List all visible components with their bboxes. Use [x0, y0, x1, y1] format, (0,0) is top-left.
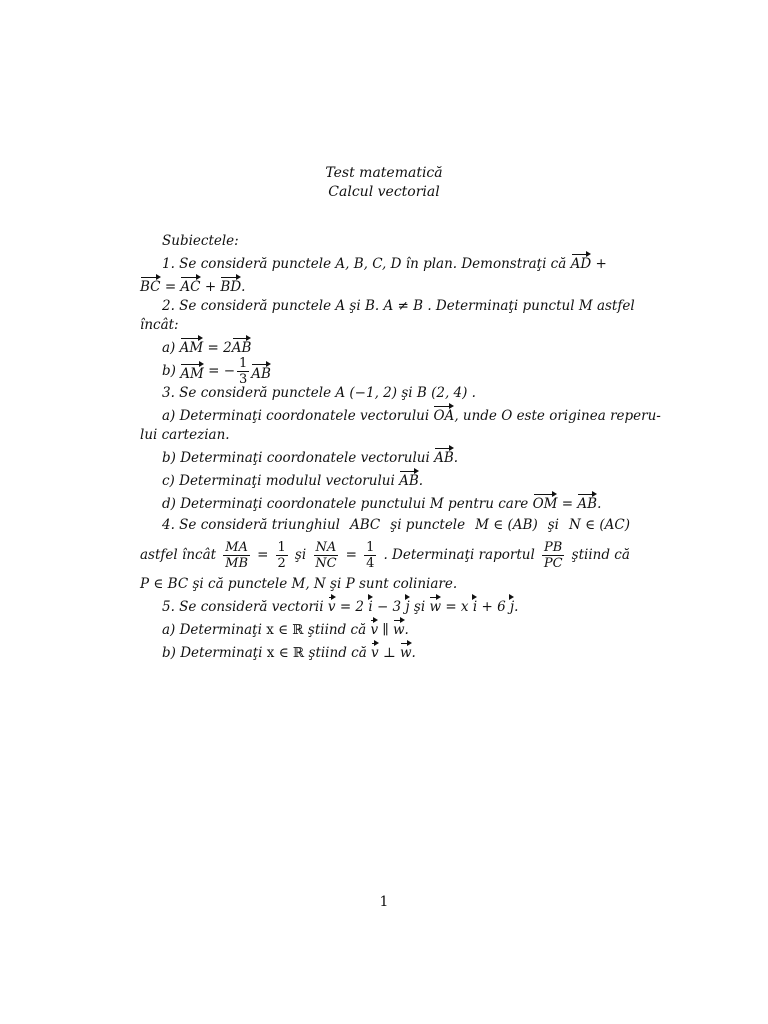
- plus-sign: +: [595, 256, 607, 272]
- fraction-numerator: 1: [239, 355, 248, 371]
- vector-bc: BC: [140, 274, 161, 294]
- equals-sign: =: [164, 279, 177, 295]
- period: .: [411, 645, 416, 661]
- problem-5-part-b: [140, 640, 630, 663]
- fraction-denominator: 2: [277, 555, 286, 571]
- fraction-na-nc: [313, 540, 338, 571]
- problem-4-text-7: sunt coliniare.: [358, 576, 458, 592]
- fraction-pb-pc: [542, 540, 565, 571]
- vector-am: AM: [180, 361, 204, 381]
- problem-5b-text: b) Determinaţi: [162, 645, 263, 661]
- unit-vector-j: j: [510, 594, 514, 614]
- vector-bd: BD: [220, 274, 241, 294]
- fraction-numerator: NA: [315, 539, 337, 555]
- conjunction: şi: [349, 298, 361, 314]
- point-b: B: [364, 298, 375, 314]
- problem-3-part-a: [140, 403, 661, 426]
- period: .: [453, 450, 459, 466]
- problem-4-text-2: şi punctele: [390, 517, 466, 533]
- problem-1-points: A, B, C, D: [335, 256, 402, 272]
- period: .: [597, 496, 602, 512]
- minus-three: − 3: [376, 599, 402, 615]
- vector-ab: AB: [577, 491, 597, 511]
- point-m: M: [578, 298, 593, 314]
- perpendicular-symbol: ⊥: [382, 645, 396, 661]
- problem-2-line-2: încât:: [140, 317, 179, 333]
- problem-1-text: 1. Se consideră punctele: [162, 256, 332, 272]
- problem-4-text: 4. Se consideră triunghiul: [162, 517, 341, 533]
- problem-4-line-1: [140, 516, 630, 535]
- vector-v: v: [370, 617, 378, 637]
- problem-3-part-d: [140, 491, 630, 514]
- problem-4-text-6: şi că punctele: [192, 576, 288, 592]
- conjunction: şi: [401, 385, 413, 401]
- point-m: M: [429, 496, 444, 512]
- problem-2-text-3: astfel: [596, 298, 635, 314]
- fraction-numerator: 1: [366, 539, 375, 555]
- point-a-coords: A (−1, 2): [335, 385, 398, 401]
- problem-3-part-b: [140, 445, 630, 468]
- document-body: [140, 232, 661, 663]
- part-label: a): [162, 340, 176, 356]
- equals-sign: =: [257, 546, 269, 563]
- vector-ac: AC: [180, 274, 200, 294]
- problem-2-text: 2. Se consideră punctele: [162, 298, 332, 314]
- vector-v: v: [328, 594, 336, 614]
- problem-5-line-1: [140, 594, 630, 617]
- problem-5-part-a: [140, 617, 630, 640]
- problem-4-line-2: [140, 535, 630, 575]
- equals-two: = 2: [339, 599, 365, 615]
- equals-two: = 2: [207, 340, 232, 356]
- triangle-abc: ABC: [350, 517, 381, 533]
- problem-3a-text-2: , unde O este originea reperu-: [454, 408, 661, 424]
- problem-3-line-1: [140, 384, 630, 403]
- parallel-symbol: ∥: [382, 622, 389, 638]
- vector-ab: AB: [434, 445, 454, 465]
- vector-ab: AB: [399, 468, 419, 488]
- problem-3a-text: a) Determinaţi coordonatele vectorului: [162, 408, 430, 424]
- problem-5-text: 5. Se consideră vectorii: [162, 599, 324, 615]
- problem-4-line-3: [140, 575, 630, 594]
- document-subtitle: Calcul vectorial: [328, 184, 440, 200]
- vector-ab: AB: [232, 335, 252, 355]
- vector-w: w: [400, 640, 412, 660]
- fraction-numerator: MA: [225, 539, 248, 555]
- vector-w: w: [429, 594, 441, 614]
- vector-v: v: [371, 640, 379, 660]
- fraction-ma-mb: [223, 540, 250, 571]
- points-m-n: M, N: [291, 576, 326, 592]
- problem-1-text-2: în plan. Demonstraţi că: [405, 256, 567, 272]
- conjunction: şi: [413, 599, 426, 615]
- point-p: P: [345, 576, 355, 592]
- part-label: b): [162, 362, 176, 379]
- period: .: [404, 622, 409, 638]
- fraction-one-quarter: [364, 540, 376, 571]
- problem-1-line-1: [140, 251, 630, 274]
- unit-vector-i: i: [368, 594, 372, 614]
- conjunction: şi: [294, 546, 307, 563]
- period: .: [418, 473, 424, 489]
- problem-3-part-a-cont: lui cartezian.: [140, 427, 230, 443]
- problem-3-text: 3. Se consideră punctele: [162, 385, 332, 401]
- problem-4-text-5: ştiind că: [571, 546, 630, 563]
- section-heading: Subiectele:: [162, 233, 239, 249]
- equals-minus: = −: [208, 362, 236, 379]
- document-title: Test matematică: [325, 165, 443, 181]
- problem-3c-text: c) Determinaţi modulul vectorului: [162, 473, 395, 489]
- fraction-denominator: MB: [225, 555, 249, 571]
- problem-4-text-3: astfel încât: [140, 546, 217, 563]
- problem-5b-text-2: ştiind că: [308, 645, 367, 661]
- fraction-denominator: NC: [315, 555, 337, 571]
- fraction-one-third: [237, 356, 249, 387]
- unit-vector-i: i: [473, 594, 477, 614]
- vector-ab: AB: [251, 361, 271, 381]
- period: .: [241, 279, 246, 295]
- unit-vector-j: j: [405, 594, 409, 614]
- fraction-numerator: PB: [544, 539, 563, 555]
- problem-3d-text-2: pentru care: [448, 496, 529, 512]
- plus-sign-2: +: [204, 279, 217, 295]
- equals-sign: =: [561, 496, 574, 512]
- equals-sign: =: [345, 546, 357, 563]
- problem-3b-text: b) Determinaţi coordonatele vectorului: [162, 450, 430, 466]
- problem-1-line-2: [140, 274, 630, 297]
- point-n-on-ac: N ∈ (AC): [568, 517, 630, 533]
- period: .: [514, 599, 519, 615]
- point-b-coords: B (2, 4) .: [416, 385, 476, 401]
- fraction-denominator: 4: [366, 555, 375, 571]
- point-m-on-ab: M ∈ (AB): [475, 517, 538, 533]
- vector-oa: OA: [433, 403, 454, 423]
- vector-ad: AD: [571, 251, 592, 271]
- fraction-denominator: 3: [239, 371, 248, 387]
- vector-am: AM: [180, 335, 204, 355]
- problem-3d-text: d) Determinaţi coordonatele punctului: [162, 496, 426, 512]
- problem-2-part-a: [140, 335, 630, 358]
- problem-4-text-4: . Determinaţi raportul: [383, 546, 535, 563]
- plus-six: + 6: [481, 599, 506, 615]
- fraction-one-half: [276, 540, 288, 571]
- equals-x: = x: [445, 599, 469, 615]
- problem-5a-text-2: ştiind că: [307, 622, 367, 638]
- problem-5a-text: a) Determinaţi: [162, 622, 262, 638]
- fraction-denominator: PC: [543, 555, 563, 571]
- page-number: 1: [379, 894, 389, 910]
- condition-a-neq-b: . A ≠ B .: [374, 298, 432, 314]
- vector-om: OM: [533, 491, 558, 511]
- point-p-on-bc: P ∈ BC: [140, 576, 189, 592]
- vector-w: w: [393, 617, 405, 637]
- x-in-reals: x ∈ ℝ: [266, 622, 304, 638]
- fraction-numerator: 1: [277, 539, 286, 555]
- point-a: A: [335, 298, 346, 314]
- conjunction: şi: [330, 576, 342, 592]
- problem-2-line-1: [140, 297, 635, 316]
- conjunction: şi: [547, 517, 559, 533]
- problem-3-part-c: [140, 468, 630, 491]
- problem-2-text-2: Determinaţi punctul: [435, 298, 575, 314]
- problem-2-part-b: [140, 355, 630, 387]
- x-in-reals: x ∈ ℝ: [266, 645, 305, 661]
